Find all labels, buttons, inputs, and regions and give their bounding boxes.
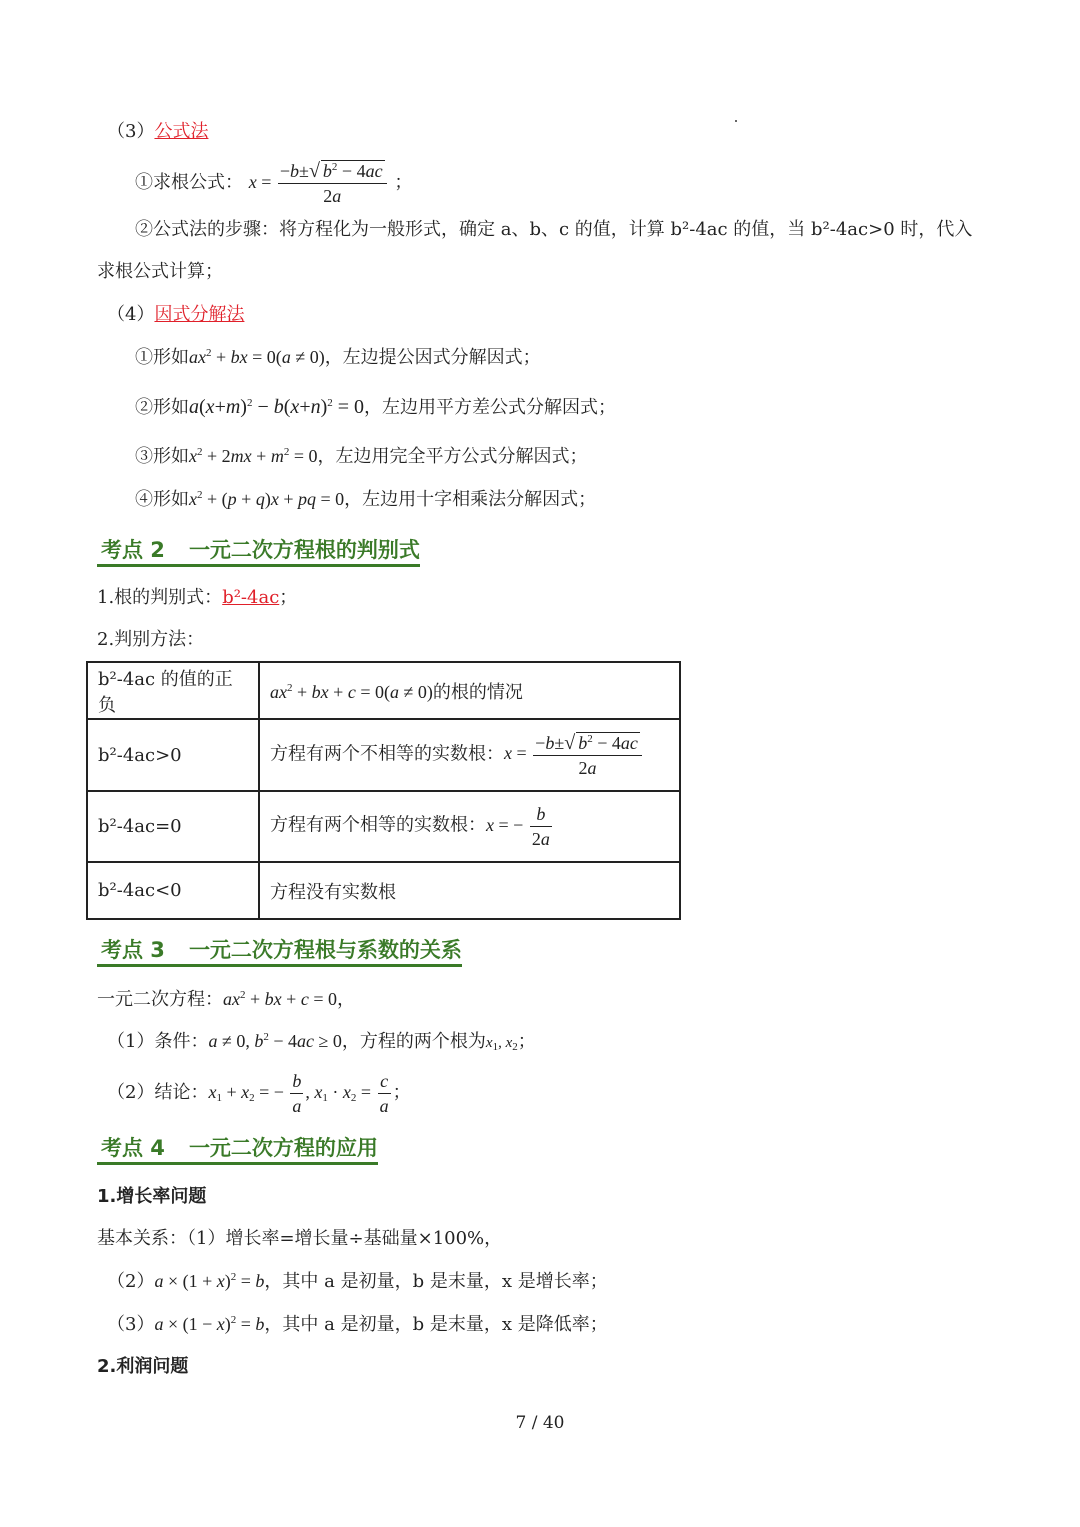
section-number: （4）	[107, 304, 155, 325]
page-number: 7 / 40	[515, 1413, 565, 1433]
table-row	[87, 862, 680, 919]
section-title: 因式分解法	[154, 304, 245, 325]
section-formula-method	[107, 119, 208, 145]
vieta-intro: 一元二次方程：$ax^2$ + bx + c = 0，	[97, 989, 355, 1010]
discriminant-table	[86, 661, 681, 920]
math-expression: $ax^2$ + bx = 0(a ≠ 0)	[189, 347, 325, 367]
table-cell-result: 方程有两个不相等的实数根：x = $\frac{-b\pm√ b^2 - 4ac}{2a}$	[259, 719, 680, 791]
discriminant-definition: 1.根的判别式：b²-4ac；	[97, 587, 298, 608]
table-cell-condition: b²-4ac>0	[87, 719, 259, 791]
stray-dot	[735, 120, 737, 122]
section-number: （3）	[107, 121, 155, 142]
formula-steps-line1: ②公式法的步骤：将方程化为一般形式，确定 a、b、c 的值，计算 b²-4ac 的值，当 b²-4ac>0 时，代入	[135, 219, 973, 240]
math-expression: $a \times (1 - x)^2 = b$	[154, 1314, 265, 1334]
math-expression: $a \times (1 + x)^2 = b$	[154, 1271, 265, 1291]
math-expression: $a(x+m)^2 - b(x+n)^2 = 0$	[189, 396, 365, 418]
math-expression: $x^2 + (p + q)x$ + pq = 0	[189, 489, 345, 509]
math-expression: a ≠ 0, $b^2 - 4ac \ge 0$	[208, 1031, 342, 1051]
section-title: 公式法	[154, 121, 209, 142]
factor-item-1: ①形如$ax^2$ + bx = 0(a ≠ 0)，左边提公因式分解因式；	[135, 347, 541, 368]
math-expression: $ax^2$ + bx + c = 0，	[223, 989, 355, 1009]
table-cell-result: 方程没有实数根	[259, 862, 680, 919]
vieta-condition: （1）条件：a ≠ 0, $b^2 - 4ac \ge 0$，方程的两个根为$x_1$, $x_2$；	[107, 1031, 536, 1053]
factor-item-2: ②形如$a(x+m)^2 - b(x+n)^2 = 0$，左边用平方差公式分解因式；	[135, 396, 617, 418]
discriminant-value: b²-4ac	[222, 587, 280, 608]
section-factoring	[107, 302, 244, 328]
factor-item-3: ③形如$x^2 + 2mx + m^2 = 0$，左边用完全平方公式分解因式；	[135, 446, 588, 467]
table-cell-condition: b²-4ac=0	[87, 791, 259, 862]
growth-formula-3: $(3)a \times (1 - x)^2 = b$，其中 a 是初量，b 是末量，x 是降低率；	[107, 1314, 608, 1335]
profit-title: 2.利润问题	[97, 1356, 189, 1377]
heading-kp3: 考点 3 一元二次方程根与系数的关系	[97, 937, 462, 967]
discriminant-method-label: 2.判别方法：	[97, 629, 205, 650]
growth-basic-relation: 基本关系：（1）增长率=增长量÷基础量×100%，	[97, 1228, 503, 1249]
root-formula-label: ①求根公式：	[135, 172, 243, 193]
root-formula: x = $\frac{-b\pm√ b^2 - 4ac}{2a}$	[249, 172, 389, 192]
table-header-cell: $ax^2$ + bx + c = 0(a ≠ 0)的根的情况	[259, 662, 680, 719]
factor-item-4: ④形如$x^2 + (p + q)x$ + pq = 0，左边用十字相乘法分解因式；	[135, 489, 597, 510]
vieta-conclusion: （2）结论：$x_1 + x_2$ = − $\frac{b}{a}$ , $x_1 \cdot x_2$ = $\frac{c}{a}$ ；	[107, 1071, 411, 1117]
root-formula-line: ①求根公式： x = $\frac{-b\pm√ b^2 - 4ac}{2a}$ ；	[135, 160, 413, 207]
table-cell-result: 方程有两个相等的实数根：x = − $\frac{b}{2a}$	[259, 791, 680, 862]
math-expression: $x_1 + x_2$ = − $\frac{b}{a}$ , $x_1 \cdot x_2$ = $\frac{c}{a}$	[208, 1071, 389, 1117]
table-header-row	[87, 662, 680, 719]
table-header-cell: b²-4ac 的值的正负	[87, 662, 259, 719]
growth-formula-2: $(2)a \times (1 + x)^2 = b$，其中 a 是初量，b 是末量，x 是增长率；	[107, 1271, 608, 1292]
heading-kp2: 考点 2 一元二次方程根的判别式	[97, 537, 420, 567]
table-row	[87, 719, 680, 791]
formula-steps-line2: 求根公式计算；	[97, 261, 223, 282]
heading-kp4: 考点 4 一元二次方程的应用	[97, 1135, 378, 1165]
table-row	[87, 791, 680, 862]
math-expression: $x^2 + 2mx + m^2 = 0$	[189, 446, 318, 466]
growth-rate-title: 1.增长率问题	[97, 1186, 207, 1207]
table-cell-condition: b²-4ac<0	[87, 862, 259, 919]
